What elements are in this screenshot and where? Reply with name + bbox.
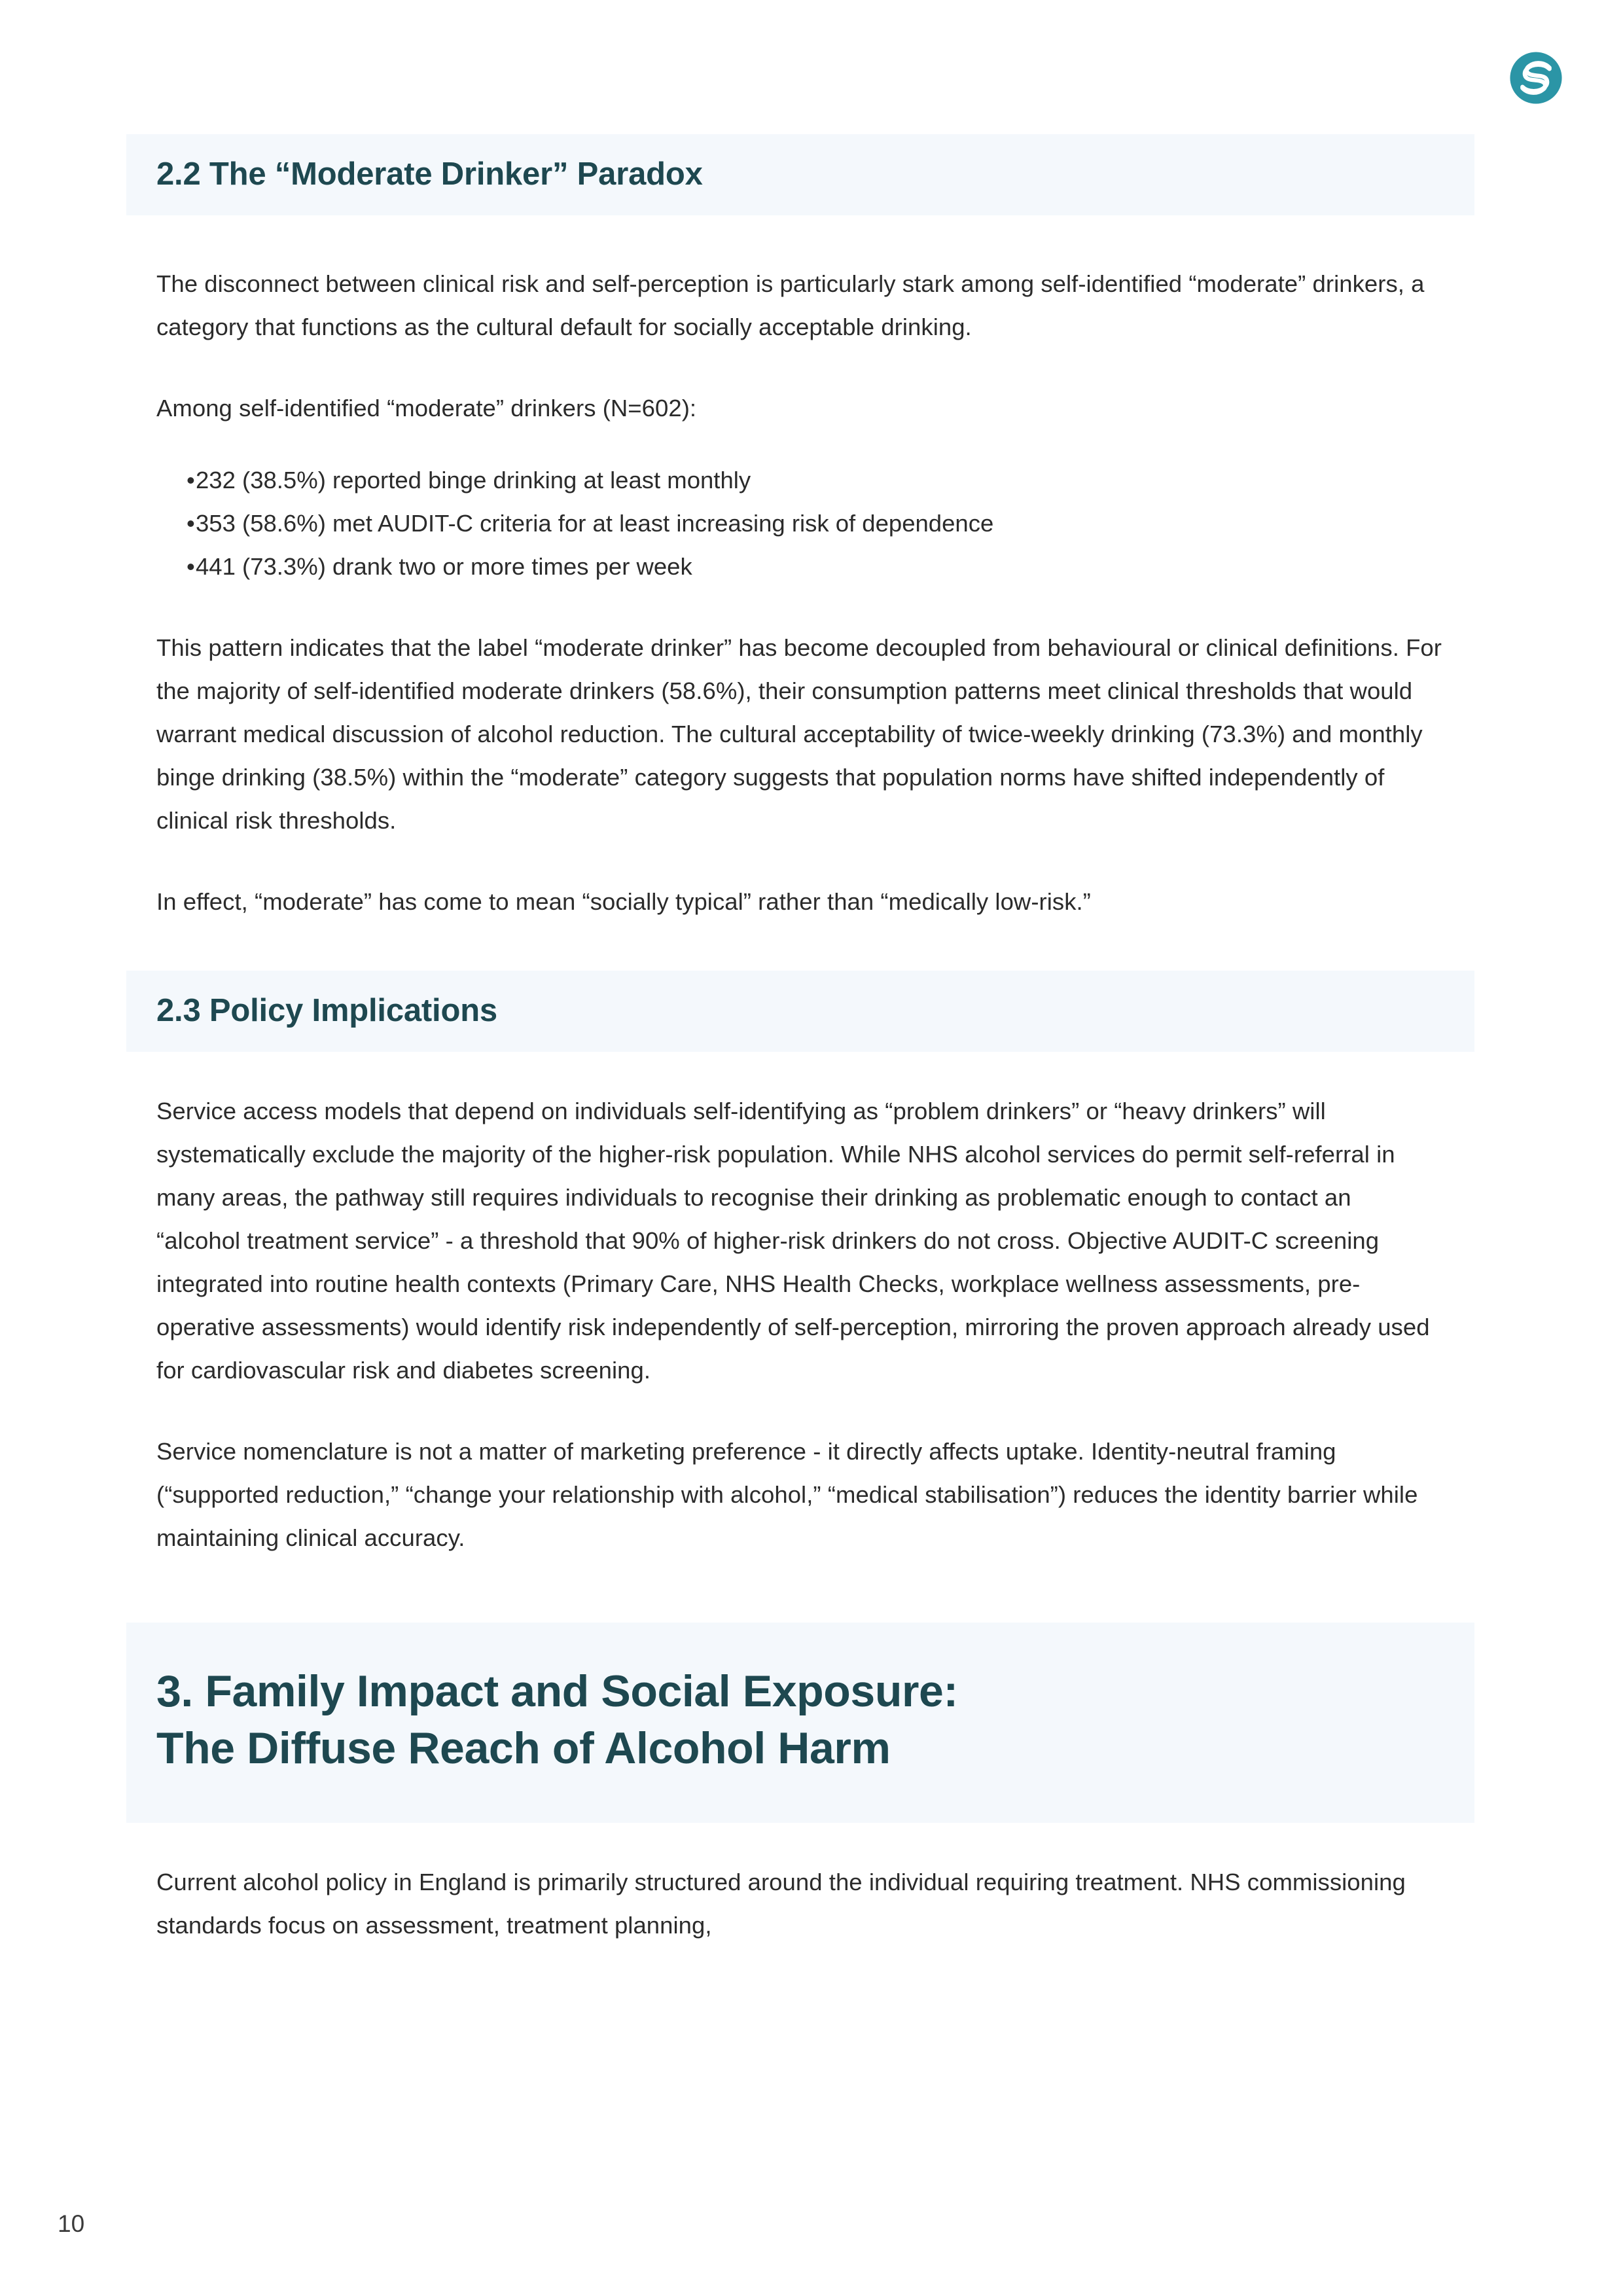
section-3-title: [156, 1663, 1448, 1777]
paragraph: Among self-identified “moderate” drinkers (N=602):: [156, 394, 697, 422]
paragraph: The disconnect between clinical risk and self-perception is particularly stark among self-identified “moderate” drinkers, a category that functions as the cultural default for socially acceptable drinking.: [156, 270, 1425, 340]
section-2-3-heading-band: [126, 971, 1474, 1052]
section-3-heading-band: [126, 1623, 1474, 1823]
section-3-title-line-2: The Diffuse Reach of Alcohol Harm: [156, 1723, 891, 1773]
section-2-2-title: 2.2 The “Moderate Drinker” Paradox: [156, 156, 703, 192]
bullet-marker-icon: •: [187, 552, 195, 580]
paragraph: This pattern indicates that the label “moderate drinker” has become decoupled from behavioural or clinical definitions. For the majority of self-identified moderate drinkers (58.6%), their consumption patterns meet clinical thresholds that would warrant medical discussion of alcohol reduction. The cultural acceptability of twice-weekly drinking (73.3%) and monthly binge drinking (38.5%) within the “moderate” category suggests that population norms have shifted independently of clinical risk thresholds.: [156, 634, 1442, 834]
bullet-marker-icon: •: [187, 509, 195, 537]
list-item-label: 353 (58.6%) met AUDIT-C criteria for at least increasing risk of dependence: [196, 509, 994, 537]
section-3-title-line-1: 3. Family Impact and Social Exposure:: [156, 1666, 958, 1716]
list-item-label: 232 (38.5%) reported binge drinking at least monthly: [196, 466, 751, 493]
paragraph: In effect, “moderate” has come to mean “socially typical” rather than “medically low-risk.”: [156, 888, 1091, 915]
section-3-body: [126, 1823, 1474, 1947]
section-2-2-heading-band: [126, 134, 1474, 215]
document-content: [126, 134, 1474, 1947]
list-item: [156, 545, 1442, 588]
bullet-marker-icon: •: [187, 466, 195, 493]
section-2-2-body: [126, 215, 1474, 971]
page-number: 10: [58, 2210, 85, 2237]
paragraph: Service access models that depend on individuals self-identifying as “problem drinkers” or “heavy drinkers” will systematically exclude the majority of the higher-risk population. While NHS alcohol services do permit self-referral in many areas, the pathway still requires individuals to recognise their drinking as problematic enough to contact an “alcohol treatment service” - a threshold that 90% of higher-risk drinkers do not cross. Objective AUDIT-C screening integrated into routine health contexts (Primary Care, NHS Health Checks, workplace wellness assessments, pre-operative assessments) would identify risk independently of self-perception, mirroring the proven approach already used for cardiovascular risk and diabetes screening.: [156, 1097, 1430, 1384]
moderate-drinker-stats-list: [156, 459, 1442, 588]
list-item: [156, 459, 1442, 502]
paragraph: Current alcohol policy in England is primarily structured around the individual requiring treatment. NHS commissioning standards focus on assessment, treatment planning,: [156, 1868, 1406, 1939]
section-2-3-body: [126, 1052, 1474, 1623]
list-item-label: 441 (73.3%) drank two or more times per week: [196, 552, 692, 580]
paragraph: Service nomenclature is not a matter of marketing preference - it directly affects uptake. Identity-neutral framing (“supported reduction,” “change your relationship with alcohol,” “medical stabilisation”) reduces the identity barrier while maintaining clinical accuracy.: [156, 1437, 1418, 1551]
section-2-3-title: 2.3 Policy Implications: [156, 992, 497, 1028]
list-item: [156, 502, 1442, 545]
brand-logo-icon: [1508, 50, 1564, 106]
